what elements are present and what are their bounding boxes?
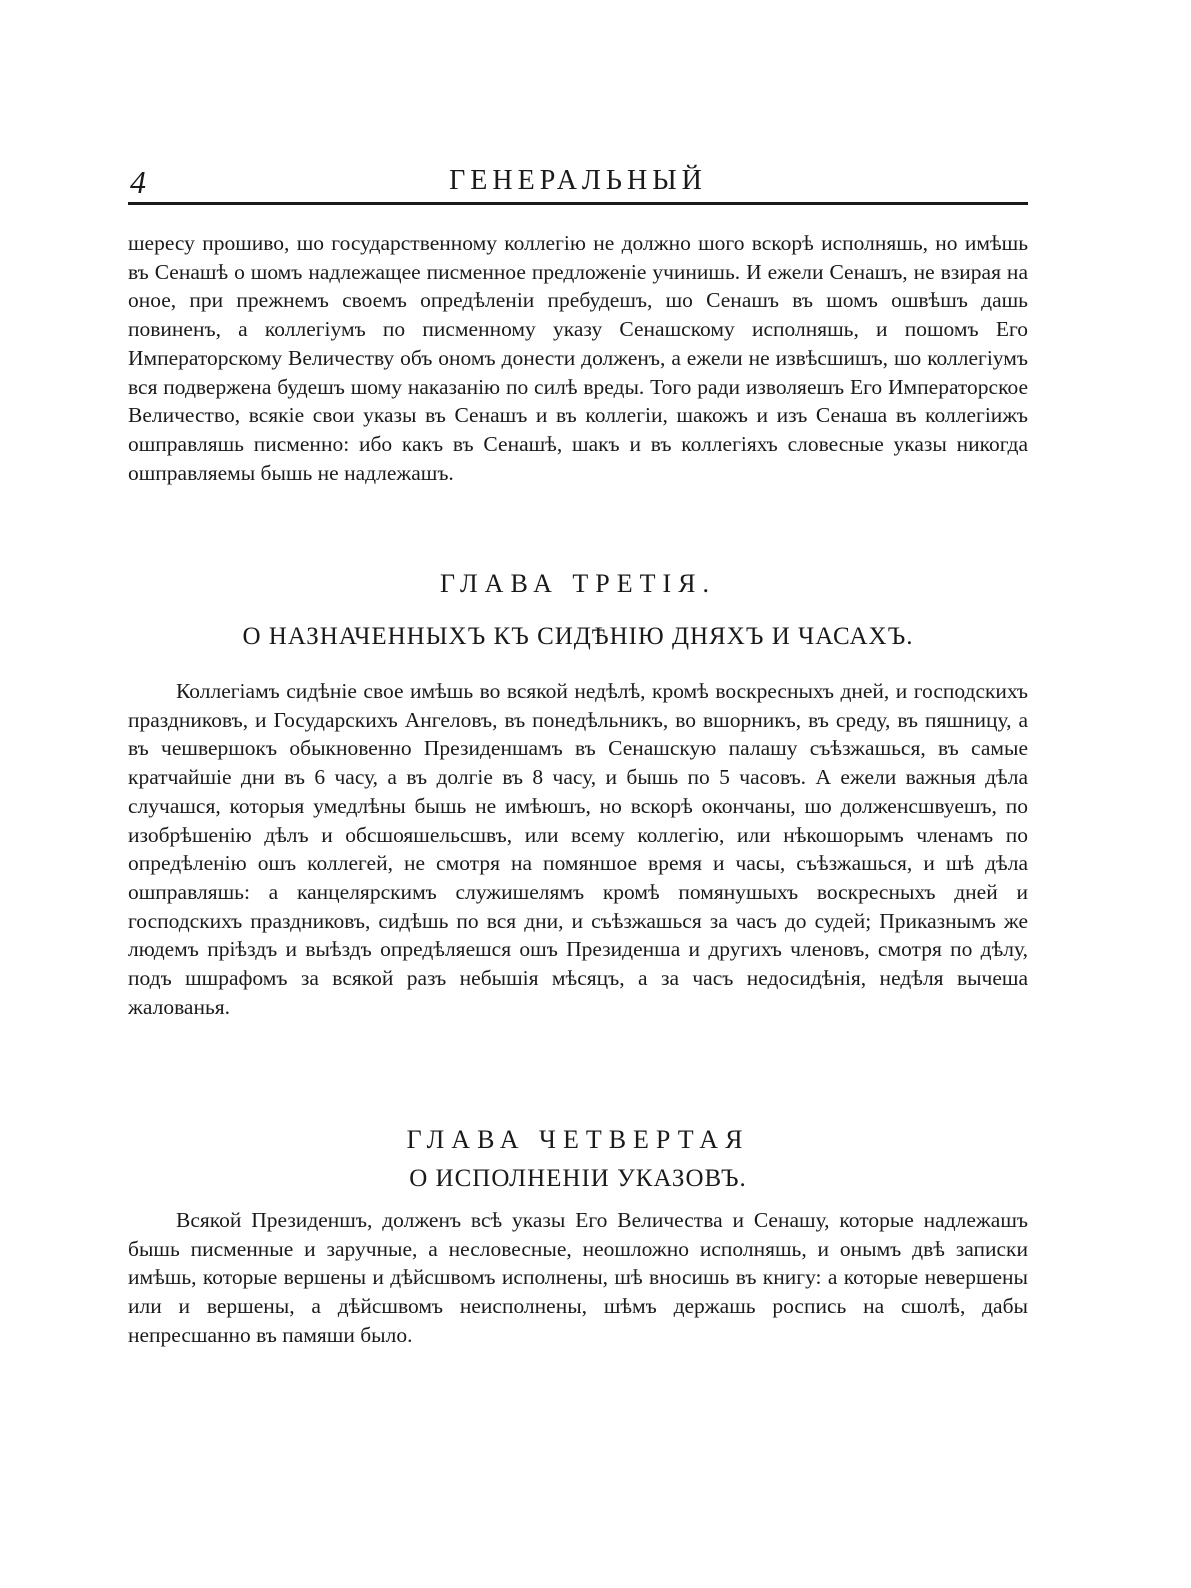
chapter-3-subtitle: О НАЗНАЧЕННЫХЪ КЪ СИДѢНІЮ ДНЯХЪ И ЧАСАХЪ. [242, 623, 914, 650]
chapter-3-body [128, 677, 1028, 1021]
continued-paragraph-block [128, 229, 1028, 487]
running-title: ГЕНЕРАЛЬНЫЙ [449, 165, 707, 196]
header-rule [128, 202, 1028, 205]
page-number: 4 [130, 164, 146, 200]
page-header [128, 160, 1028, 200]
chapter-4-title: ГЛАВА ЧЕТВЕРТАЯ [406, 1125, 750, 1154]
chapter-4-subtitle: О ИСПОЛНЕНІИ УКАЗОВЪ. [409, 1165, 747, 1192]
chapter-3-paragraph: Коллегіамъ сидѣніе свое имѣшь во всякой недѣлѣ, кромѣ воскресныхъ дней, и господскихъ праздниковъ, и Государскихъ Ангеловъ, въ понедѣльникъ, во вшорникъ, въ среду, въ пяшницу, а въ чешвершокъ обыкновенно Президеншамъ въ Сенашскую палашу съѣзжашься, въ самые кратчайшіе дни въ 6 часу, а въ долгіе въ 8 часу, и бышь по 5 часовъ. А ежели важныя дѣла случашся, которыя умедлѣны бышь не имѣюшъ, но вскорѣ окончаны, шо долженсшвуешъ, по изобрѣшенію дѣлъ и обсшояшельсшвъ, или всему коллегію, или нѣкошорымъ членамъ по опредѣленію ошъ коллегей, не смотря на помяншое время и часы, съѣзжашься, и шѣ дѣла ошправляшь: а канцелярскимъ служишелямъ кромѣ помянушыхъ воскресныхъ дней и господскихъ праздниковъ, сидѣшь по вся дни, и съѣзжашься за часъ до судей; Приказнымъ же людемъ пріѣздъ и выѣздъ опредѣляешся ошъ Президенша и другихъ членовъ, смотря по дѣлу, подъ шшрафомъ за всякой разъ небышія мѣсяцъ, а за часъ недосидѣнія, недѣля вычеша жалованья. [128, 679, 1028, 1019]
chapter-4-paragraph: Всякой Президеншъ, долженъ всѣ указы Его Величества и Сенашу, которые надлежашъ бышь писменные и заручные, а несловесные, неошложно исполняшь, и онымъ двѣ записки имѣшь, которые вершены и дѣйсшвомъ исполнены, шѣ вносишь въ книгу: а которые невершены или и вершены, а дѣйсшвомъ неисполнены, шѣмъ держашь роспись на сшолѣ, дабы непресшанно въ памяши было. [128, 1208, 1028, 1347]
chapter-3-title: ГЛАВА ТРЕТІЯ. [439, 569, 717, 598]
chapter-4-body [128, 1206, 1028, 1350]
continued-paragraph: шересу прошиво, шо государственному коллегію не должно шого вскорѣ исполняшь, но имѣшь въ Сенашѣ о шомъ надлежащее писменное предложеніе учинишь. И ежели Сенашъ, не взирая на оное, при прежнемъ своемъ опредѣленіи пребудешъ, шо Сенашъ въ шомъ ошвѣшъ дашь повиненъ, а коллегіумъ по писменному указу Сенашскому исполняшь, и пошомъ Его Императорскому Величеству объ ономъ донести долженъ, а ежели не извѣсшишъ, шо коллегіумъ вся подвержена будешъ шому наказанію по силѣ вреды. Того ради изволяешъ Его Императорское Величество, всякіе свои указы въ Сенашъ и въ коллегіи, шакожъ и изъ Сенаша въ коллегіижъ ошправляшь писменно: ибо какъ въ Сенашѣ, шакъ и въ коллегіяхъ словесные указы никогда ошправляемы бышь не надлежашъ. [128, 231, 1028, 485]
